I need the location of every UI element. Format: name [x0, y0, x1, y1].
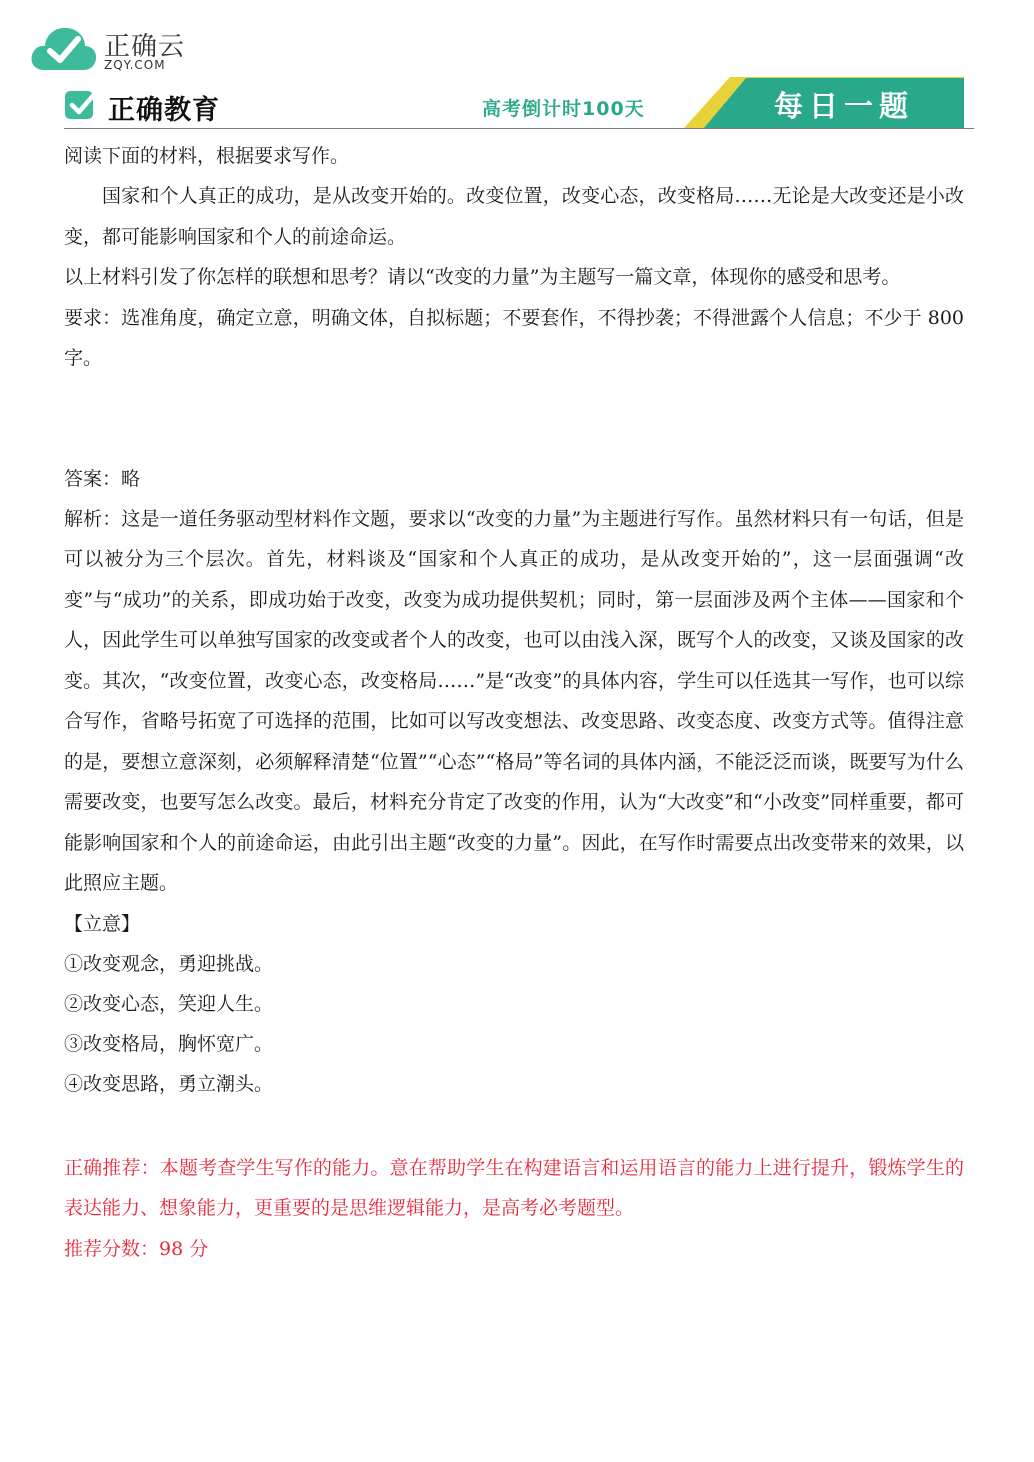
brand-name: 正确教育: [108, 95, 220, 126]
lizhi-item: ④改变思路，勇立潮头。: [64, 1072, 274, 1095]
page-header: [64, 74, 964, 130]
recommend-score: 推荐分数：98 分: [64, 1237, 209, 1260]
question-requirements: 要求：选准角度，确定立意，明确文体，自拟标题；不要套作，不得抄袭；不得泄露个人信息；不少于 800 字。: [64, 306, 964, 369]
document-body: [64, 136, 964, 1269]
lizhi-item: ②改变心态，笑迎人生。: [64, 992, 274, 1015]
question-intro: 阅读下面的材料，根据要求写作。: [64, 145, 350, 167]
recommend-text: 正确推荐：本题考查学生写作的能力。意在帮助学生在构建语言和运用语言的能力上进行提升，锻炼学生的表达能力、想象能力，更重要的是思维逻辑能力，是高考必考题型。: [64, 1156, 964, 1219]
check-box-icon: [64, 88, 100, 122]
daily-banner-label: 每日一题: [774, 89, 915, 123]
lizhi-item: ①改变观念，勇迎挑战。: [64, 952, 274, 975]
cloud-check-icon: [30, 24, 98, 72]
header-divider: [64, 128, 974, 129]
answer-analysis: 解析：这是一道任务驱动型材料作文题，要求以“改变的力量”为主题进行写作。虽然材料只有一句话，但是可以被分为三个层次。首先，材料谈及“国家和个人真正的成功，是从改变开始的”，这一层面强调“改变”与“成功”的关系，即成功始于改变，改变为成功提供契机；同时，第一层面涉及两个主体——国家和个人，因此学生可以单独写国家的改变或者个人的改变，也可以由浅入深，既写个人的改变，又谈及国家的改变。其次，“改变位置，改变心态，改变格局……”是“改变”的具体内容，学生可以任选其一写作，也可以综合写作，省略号拓宽了可选择的范围，比如可以写改变想法、改变思路、改变态度、改变方式等。值得注意的是，要想立意深刻，必须解释清楚“位置”“心态”“格局”等名词的具体内涵，不能泛泛而谈，既要写为什么需要改变，也要写怎么改变。最后，材料充分肯定了改变的作用，认为“大改变”和“小改变”同样重要，都可能影响国家和个人的前途命运，由此引出主题“改变的力量”。因此，在写作时需要点出改变带来的效果，以此照应主题。: [64, 507, 964, 894]
question-material: 国家和个人真正的成功，是从改变开始的。改变位置，改变心态，改变格局……无论是大改变还是小改变，都可能影响国家和个人的前途命运。: [64, 185, 964, 248]
lizhi-title: 【立意】: [64, 912, 141, 935]
lizhi-item: ③改变格局，胸怀宽广。: [64, 1032, 274, 1055]
question-prompt: 以上材料引发了你怎样的联想和思考？请以“改变的力量”为主题写一篇文章，体现你的感受和思考。: [64, 266, 901, 288]
logo-name: 正确云: [104, 32, 186, 62]
answer-label: 答案：略: [64, 467, 141, 490]
spacer: [64, 379, 964, 459]
countdown-text: 高考倒计时100天: [482, 98, 645, 120]
spacer: [64, 1104, 964, 1148]
zqy-logo: [30, 20, 230, 76]
logo-domain: ZQY.COM: [104, 58, 166, 72]
